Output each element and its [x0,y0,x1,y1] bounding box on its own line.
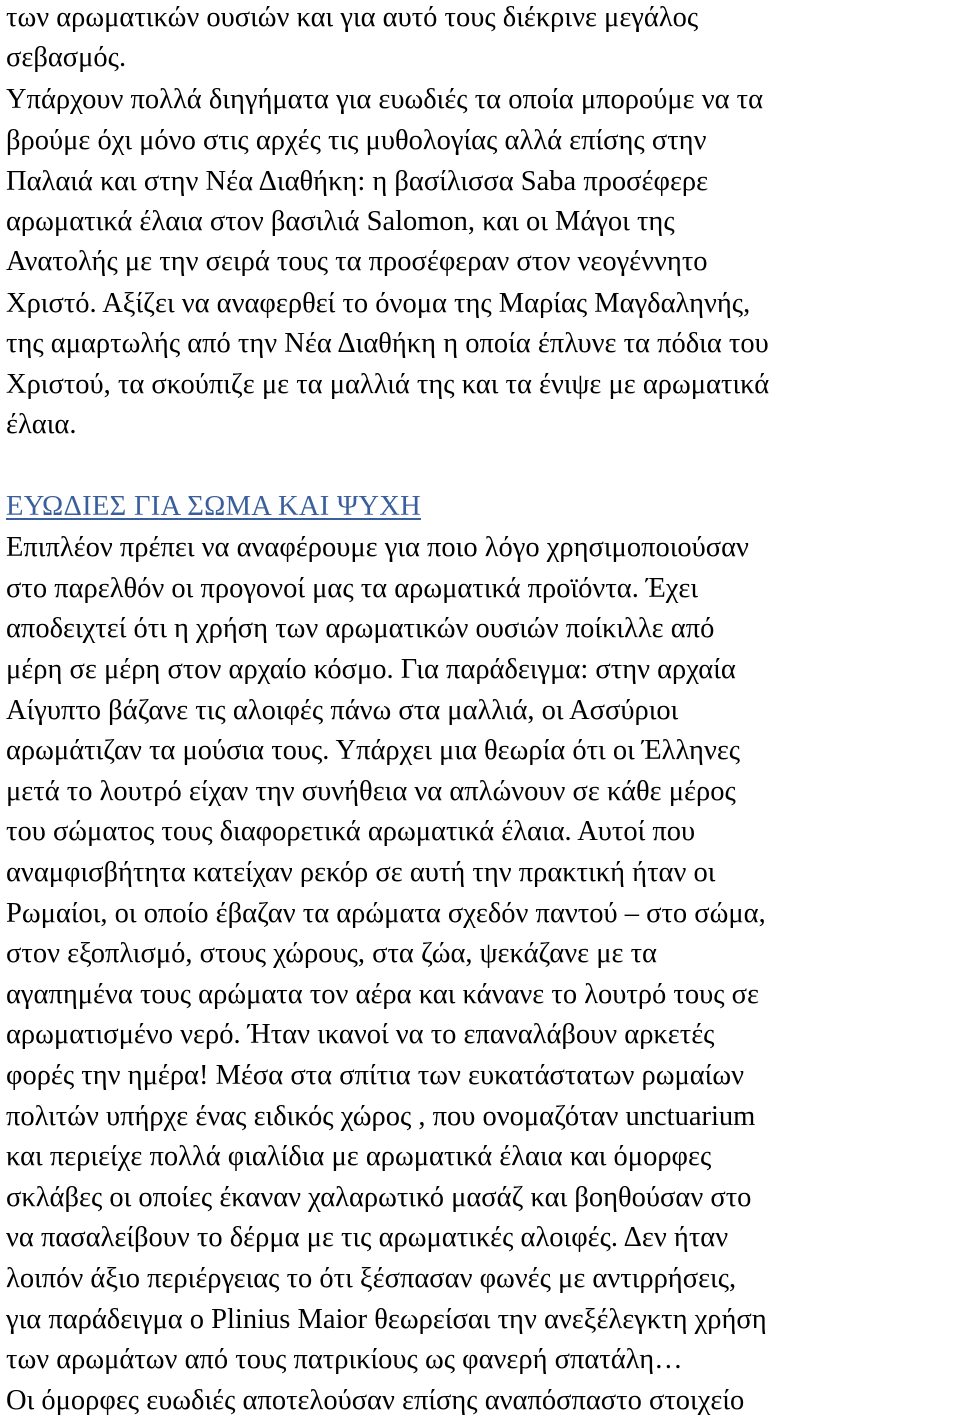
text-line: στον εξοπλισμό, στους χώρους, στα ζώα, ψεκάζανε με τα [6,938,657,969]
text-line: Ρωμαίοι, οι οποίο έβαζαν τα αρώματα σχεδόν παντού – στο σώμα, [6,898,766,929]
text-line: βρούμε όχι μόνο στις αρχές τις μυθολογίας αλλά επίσης στην [6,125,707,156]
text-line: Οι όμορφες ευωδιές αποτελούσαν επίσης αναπόσπαστο στοιχείο [6,1385,745,1416]
text-line: λοιπόν άξιο περιέργειας το ότι ξέσπασαν φωνές με αντιρρήσεις, [6,1263,737,1294]
text-line: του σώματος τους διαφορετικά αρωματικά έλαια. Αυτοί που [6,816,696,847]
text-line: Υπάρχουν πολλά διηγήματα για ευωδιές τα οποία μπορούμε να τα [6,84,764,115]
text-line: Ανατολής με την σειρά τους τα προσέφεραν στον νεογέννητο [6,246,708,277]
text-line: αρωματικά έλαια στον βασιλιά Salomon, και οι Μάγοι της [6,206,675,237]
text-line: φορές την ημέρα! Μέσα στα σπίτια των ευκατάστατων ρωμαίων [6,1060,744,1091]
section-heading: ΕΥΩΔΙΕΣ ΓΙΑ ΣΩΜΑ ΚΑΙ ΨΥΧΗ [6,491,421,522]
text-line: σκλάβες οι οποίες έκαναν χαλαρωτικό μασάζ και βοηθούσαν στο [6,1182,752,1213]
text-line: των αρωμάτων από τους πατρικίους ως φανερή σπατάλη… [6,1344,683,1375]
text-line: των αρωματικών ουσιών και για αυτό τους διέκρινε μεγάλος [6,2,699,33]
text-line: Χριστό. Αξίζει να αναφερθεί το όνομα της Μαρίας Μαγδαληνής, [6,288,751,319]
text-line: Χριστού, τα σκούπιζε με τα μαλλιά της και τα ένιψε με αρωματικά [6,369,770,400]
text-line: σεβασμός. [6,42,127,73]
text-line: Επιπλέον πρέπει να αναφέρουμε για ποιο λόγο χρησιμοποιούσαν [6,532,749,563]
text-line: για παράδειγμα ο Plinius Maior θεωρείσαι την ανεξέλεγκτη χρήση [6,1304,767,1335]
text-line: και περιείχε πολλά φιαλίδια με αρωματικά έλαια και όμορφες [6,1141,712,1172]
text-line: της αμαρτωλής από την Νέα Διαθήκη η οποία έπλυνε τα πόδια του [6,328,769,359]
text-line: αγαπημένα τους αρώματα τον αέρα και κάνανε το λουτρό τους σε [6,979,759,1010]
text-line: αρωματισμένο νερό. Ήταν ικανοί να το επαναλάβουν αρκετές [6,1019,715,1050]
text-line: αρωμάτιζαν τα μούσια τους. Υπάρχει μια θεωρία ότι οι Έλληνες [6,735,741,766]
text-line: αναμφισβήτητα κατείχαν ρεκόρ σε αυτή την πρακτική ήταν οι [6,857,716,888]
text-line: Αίγυπτο βάζανε τις αλοιφές πάνω στα μαλλιά, οι Ασσύριοι [6,695,679,726]
text-line: έλαια. [6,409,77,440]
text-line: στο παρελθόν οι προγονοί μας τα αρωματικά προϊόντα. Έχει [6,573,699,604]
text-line: μετά το λουτρό είχαν την συνήθεια να απλώνουν σε κάθε μέρος [6,776,736,807]
text-line: πολιτών υπήρχε ένας ειδικός χώρος , που ονομαζόταν unctuarium [6,1101,756,1132]
text-line: να πασαλείβουν το δέρμα με τις αρωματικές αλοιφές. Δεν ήταν [6,1222,729,1253]
text-line: μέρη σε μέρη στον αρχαίο κόσμο. Για παράδειγμα: στην αρχαία [6,654,736,685]
text-line: Παλαιά και στην Νέα Διαθήκη: η βασίλισσα Saba προσέφερε [6,166,709,197]
text-line: αποδειχτεί ότι η χρήση των αρωματικών ουσιών ποίκιλλε από [6,613,715,644]
